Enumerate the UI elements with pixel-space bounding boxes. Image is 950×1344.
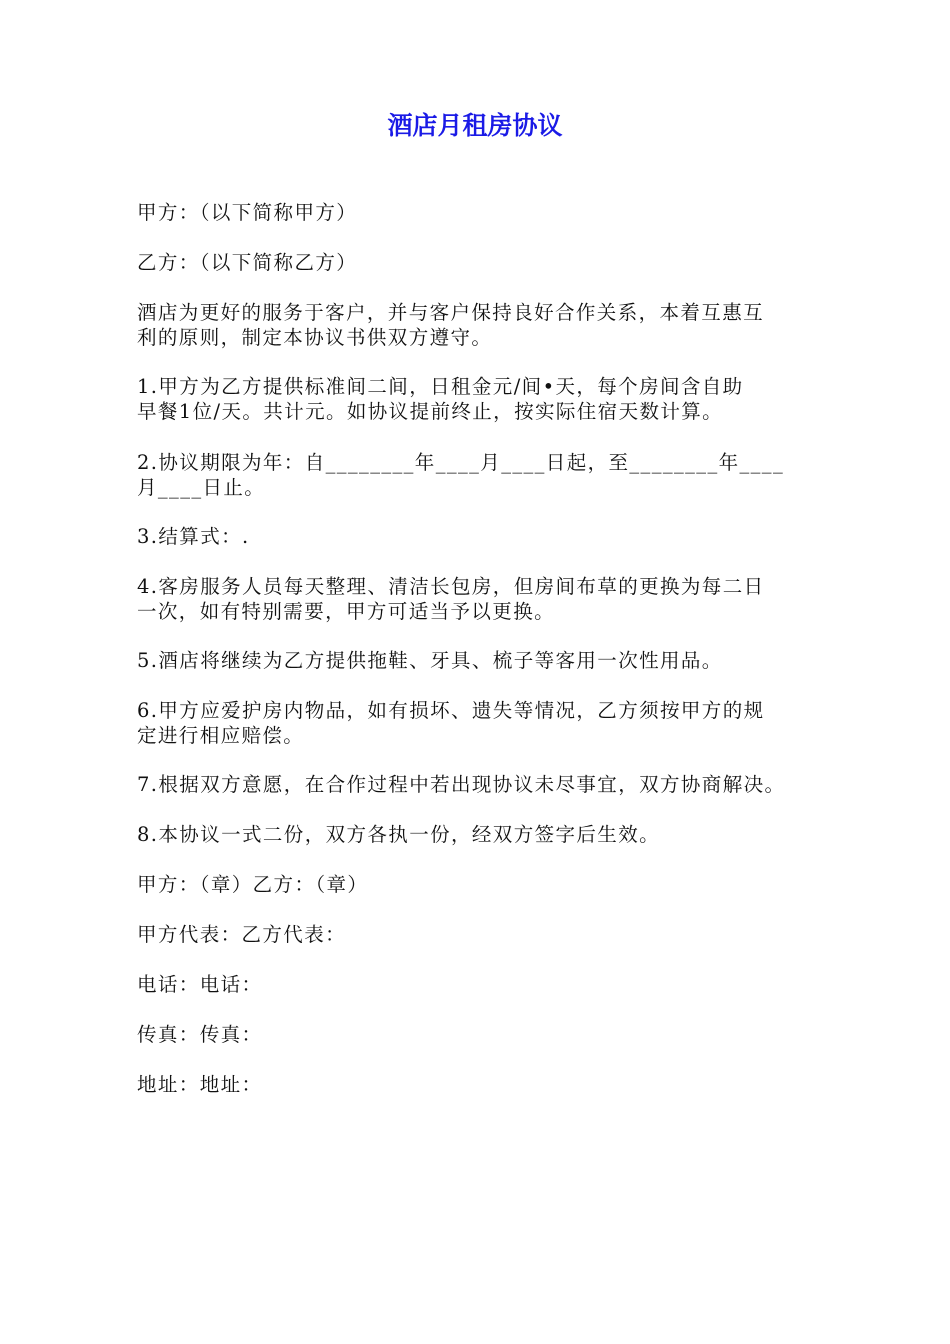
paragraph-9 <box>137 698 827 748</box>
paragraph-6 <box>137 524 827 549</box>
document-title: 酒店月租房协议 <box>387 111 563 140</box>
paragraph-line: 2.协议期限为年：自________年____月____日起，至________年____ <box>137 451 785 474</box>
paragraph-line: 3.结算式：. <box>137 525 250 548</box>
paragraph-line: 5.酒店将继续为乙方提供拖鞋、牙具、梳子等客用一次性用品。 <box>137 649 723 672</box>
paragraph-8 <box>137 648 827 673</box>
paragraph-line: 乙方：（以下简称乙方） <box>137 251 358 274</box>
paragraph-5 <box>137 450 827 500</box>
paragraph-line: 传真：传真： <box>137 1023 263 1046</box>
paragraph-3 <box>137 300 827 350</box>
paragraph-line: 早餐1位/天。共计元。如协议提前终止，按实际住宿天数计算。 <box>137 400 724 423</box>
paragraph-line: 7.根据双方意愿，在合作过程中若出现协议未尽事宜，双方协商解决。 <box>137 773 786 796</box>
paragraph-line: 利的原则，制定本协议书供双方遵守。 <box>137 326 493 349</box>
paragraph-line: 定进行相应赔偿。 <box>137 724 305 747</box>
paragraph-4 <box>137 374 827 424</box>
paragraph-14 <box>137 972 827 997</box>
paragraph-line: 6.甲方应爱护房内物品，如有损坏、遗失等情况，乙方须按甲方的规 <box>137 699 765 722</box>
paragraph-2 <box>137 250 827 275</box>
paragraph-15 <box>137 1022 827 1047</box>
paragraph-line: 酒店为更好的服务于客户，并与客户保持良好合作关系，本着互惠互 <box>137 301 765 324</box>
paragraph-line: 地址：地址： <box>137 1073 263 1096</box>
paragraph-7 <box>137 574 827 624</box>
paragraph-10 <box>137 772 827 797</box>
paragraph-line: 甲方：（章）乙方：（章） <box>137 873 369 896</box>
paragraph-16 <box>137 1072 827 1097</box>
paragraph-line: 月____日止。 <box>137 476 266 499</box>
paragraph-11 <box>137 822 827 847</box>
paragraph-line: 电话：电话： <box>137 973 263 996</box>
paragraph-12 <box>137 872 827 897</box>
paragraph-line: 甲方代表：乙方代表： <box>137 923 347 946</box>
paragraph-line: 8.本协议一式二份，双方各执一份，经双方签字后生效。 <box>137 823 661 846</box>
paragraph-1 <box>137 200 827 225</box>
paragraph-line: 一次，如有特别需要，甲方可适当予以更换。 <box>137 600 556 623</box>
paragraph-line: 甲方：（以下简称甲方） <box>137 201 358 224</box>
paragraph-line: 4.客房服务人员每天整理、清洁长包房，但房间布草的更换为每二日 <box>137 575 765 598</box>
paragraph-line: 1.甲方为乙方提供标准间二间，日租金元/间•天，每个房间含自助 <box>137 375 744 398</box>
paragraph-13 <box>137 922 827 947</box>
